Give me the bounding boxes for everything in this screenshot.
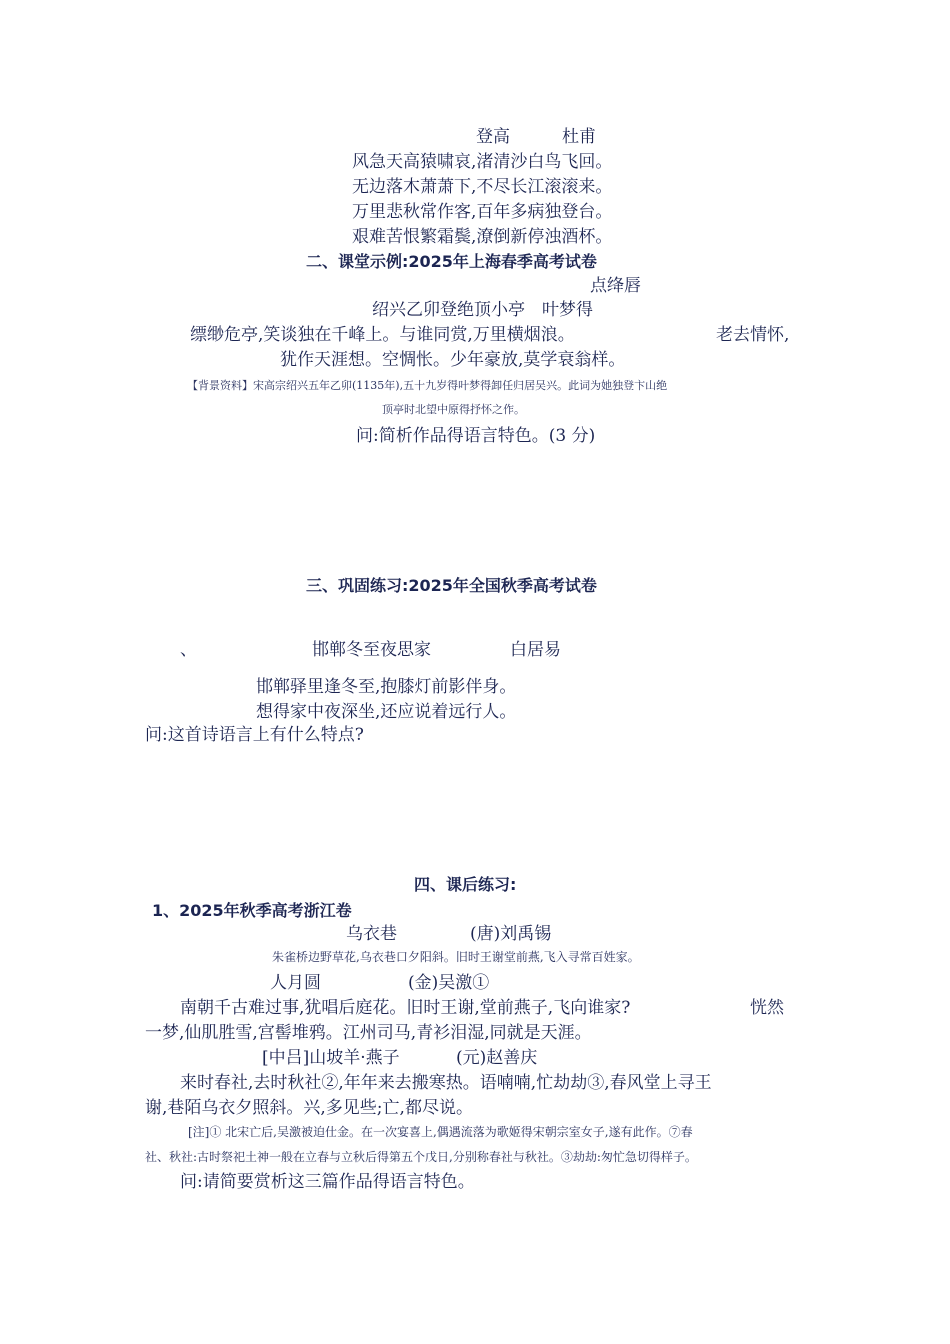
question: 问:这首诗语言上有什么特点? [145, 725, 364, 745]
poem-line: 邯郸驿里逢冬至,抱膝灯前影伴身。 [256, 677, 517, 697]
poem-text: 朱雀桥边野草花,乌衣巷口夕阳斜。旧时王谢堂前燕,飞入寻常百姓家。 [272, 950, 640, 964]
question: 问:简析作品得语言特色。(3 分) [356, 426, 596, 446]
poem-line: 万里悲秋常作客,百年多病独登台。 [352, 202, 613, 222]
poem-line: 恍然 [750, 998, 784, 1018]
poem-title: 乌衣巷 [346, 924, 397, 944]
annotation-note: [注]① 北宋亡后,吴激被迫仕金。在一次宴喜上,偶遇流落为歌姬得宋朝宗室女子,遂有此作。⑦春 [188, 1125, 693, 1139]
poem-line: 南朝千古难过事,犹唱后庭花。旧时王谢,堂前燕子,飞向谁家? [180, 998, 631, 1018]
poem-author: (唐)刘禹锡 [470, 924, 552, 944]
tune-name: 点绛唇 [590, 276, 641, 296]
poem-title: 登高 [476, 127, 510, 147]
poem-author: 白居易 [510, 640, 561, 660]
ci-line: 缥缈危亭,笑谈独在千峰上。与谁同赏,万里横烟浪。 [190, 325, 575, 345]
poem-title: [中吕]山坡羊·燕子 [262, 1048, 400, 1068]
sub-heading: 1、2025年秋季高考浙江卷 [152, 901, 352, 920]
annotation-note: 社、秋社:古时祭祀土神一般在立春与立秋后得第五个戊日,分别称春社与秋社。③劫劫:匆忙急切得样子。 [145, 1150, 697, 1164]
poem-line: 艰难苦恨繁霜鬓,潦倒新停浊酒杯。 [352, 227, 613, 247]
background-note: 【背景资料】宋高宗绍兴五年乙卯(1135年),五十九岁得叶梦得卸任归居吴兴。此词为她独登卞山绝 [187, 379, 668, 392]
poem-line: 一梦,仙肌胜雪,宫髻堆鸦。江州司马,青衫泪湿,同就是天涯。 [145, 1023, 592, 1043]
ci-line: 犹作天涯想。空惆怅。少年豪放,莫学衰翁样。 [280, 350, 626, 370]
poem-line: 无边落木萧萧下,不尽长江滚滚来。 [352, 177, 613, 197]
poem-line: 谢,巷陌乌衣夕照斜。兴,多见些;亡,都尽说。 [145, 1098, 473, 1118]
background-note: 顶亭时北望中原得抒怀之作。 [382, 403, 525, 416]
poem-line: 风急天高猿啸哀,渚清沙白鸟飞回。 [352, 152, 613, 172]
section-heading: 三、巩固练习:2025年全国秋季高考试卷 [306, 576, 597, 595]
question: 问:请简要赏析这三篇作品得语言特色。 [180, 1172, 475, 1192]
poem-line: 想得家中夜深坐,还应说着远行人。 [256, 702, 517, 722]
ci-subtitle: 绍兴乙卯登绝顶小亭 叶梦得 [372, 300, 593, 320]
poem-author: 杜甫 [562, 127, 596, 147]
poem-title: 邯郸冬至夜思家 [312, 640, 431, 660]
poem-author: (元)赵善庆 [456, 1048, 538, 1068]
poem-author: (金)吴激① [408, 973, 490, 993]
poem-title: 人月圆 [270, 973, 321, 993]
ci-line: 老去情怀, [716, 325, 790, 345]
list-mark: 、 [180, 640, 197, 660]
poem-line: 来时春社,去时秋社②,年年来去搬寒热。语喃喃,忙劫劫③,春风堂上寻王 [180, 1073, 712, 1093]
section-heading: 四、课后练习: [414, 875, 517, 894]
section-heading: 二、课堂示例:2025年上海春季高考试卷 [306, 252, 597, 271]
